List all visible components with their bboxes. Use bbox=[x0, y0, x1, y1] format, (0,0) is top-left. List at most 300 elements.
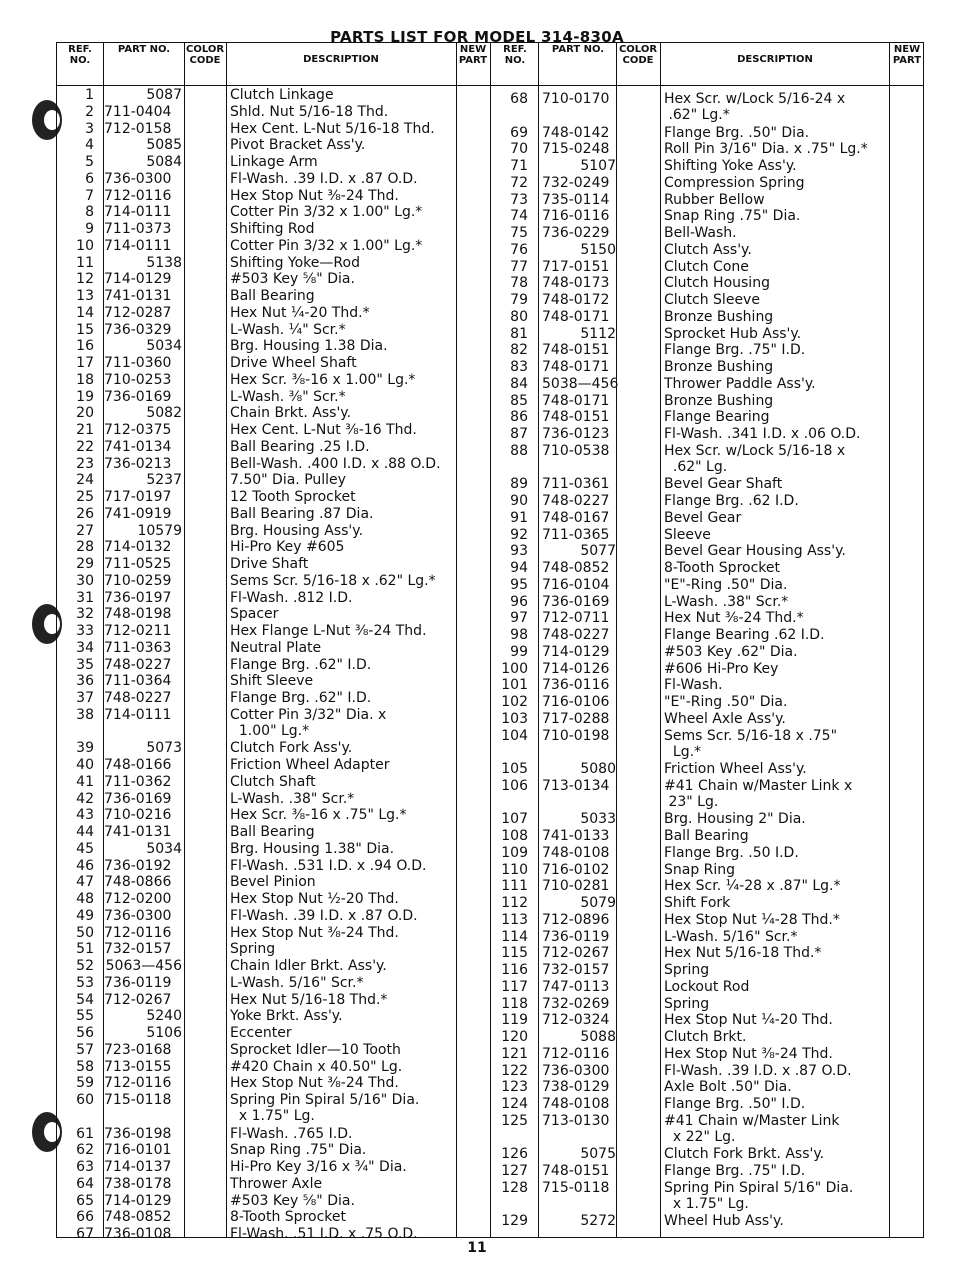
part-description: #503 Key ⅝" Dia. bbox=[230, 1192, 355, 1209]
part-number: 736-0300 bbox=[104, 170, 172, 187]
part-number: 736-0108 bbox=[104, 1226, 172, 1242]
part-number: 5107 bbox=[580, 158, 616, 174]
part-description: Roll Pin 3/16" Dia. x .75" Lg.* bbox=[664, 141, 868, 158]
ref-number: 9 bbox=[85, 221, 94, 237]
part-number: 5063—456 bbox=[105, 958, 182, 974]
part-description: 8-Tooth Sprocket bbox=[664, 560, 780, 576]
ref-number: 15 bbox=[76, 321, 94, 338]
part-number: 717-0151 bbox=[542, 258, 610, 275]
ref-number: 125 bbox=[501, 1112, 528, 1129]
part-description: Fl-Wash. .531 I.D. x .94 O.D. bbox=[230, 857, 427, 874]
ref-number: 67 bbox=[76, 1226, 94, 1242]
ref-number: 1 bbox=[85, 87, 94, 103]
ref-number: 113 bbox=[501, 911, 528, 928]
part-description: Ball Bearing .87 Dia. bbox=[230, 505, 374, 522]
part-number: 748-0151 bbox=[542, 409, 610, 426]
part-description: Brg. Housing 2" Dia. bbox=[664, 811, 806, 828]
part-number: 748-0108 bbox=[542, 1096, 610, 1112]
ref-number: 103 bbox=[501, 710, 528, 727]
part-number: 10579 bbox=[137, 522, 182, 539]
part-description: Ball Bearing bbox=[230, 824, 315, 840]
part-number: 711-0373 bbox=[104, 221, 172, 237]
ref-number: 90 bbox=[510, 493, 528, 509]
part-number: 710-0170 bbox=[542, 91, 610, 107]
ref-number: 10 bbox=[76, 237, 94, 254]
part-number: 748-0198 bbox=[104, 606, 172, 623]
part-number: 5080 bbox=[580, 761, 616, 777]
part-number: 713-0130 bbox=[542, 1112, 610, 1129]
part-number: 710-0253 bbox=[104, 371, 172, 388]
ref-number: 14 bbox=[76, 304, 94, 321]
part-description: Bronze Bushing bbox=[664, 392, 774, 409]
ref-number: 6 bbox=[85, 170, 94, 187]
part-description: Hex Nut ¼-20 Thd.* bbox=[230, 304, 370, 321]
part-number: 710-0198 bbox=[542, 727, 610, 744]
ref-number: 88 bbox=[510, 442, 528, 459]
ref-number: 29 bbox=[76, 556, 94, 572]
part-description: 12 Tooth Sprocket bbox=[230, 489, 356, 505]
part-description: Bevel Gear Housing Ass'y. bbox=[664, 543, 846, 560]
part-number: 736-0119 bbox=[104, 974, 172, 991]
part-number: 711-0365 bbox=[542, 526, 610, 543]
ref-number: 127 bbox=[501, 1163, 528, 1179]
part-number: 5272 bbox=[580, 1213, 616, 1230]
part-description: Bevel Pinion bbox=[230, 874, 316, 891]
ref-number: 11 bbox=[76, 254, 94, 271]
part-description: Hex Scr. w/Lock 5/16-24 x .62" Lg.* bbox=[664, 91, 846, 123]
header-color: COLOR CODE bbox=[618, 44, 658, 66]
part-description: Hex Stop Nut ¼-28 Thd.* bbox=[664, 911, 840, 928]
part-number: 748-0852 bbox=[542, 560, 610, 576]
ref-number: 115 bbox=[501, 945, 528, 962]
part-description: Flange Bearing .62 I.D. bbox=[664, 627, 825, 643]
column-divider bbox=[616, 42, 617, 1238]
ref-number: 82 bbox=[510, 342, 528, 359]
part-number: 714-0129 bbox=[104, 1192, 172, 1209]
ref-number: 44 bbox=[76, 824, 94, 840]
ref-number: 37 bbox=[76, 690, 94, 706]
part-description: Bronze Bushing bbox=[664, 308, 774, 325]
part-description: Hex Stop Nut ½-20 Thd. bbox=[230, 891, 399, 907]
part-description: Compression Spring bbox=[664, 174, 805, 191]
part-description: Flange Bearing bbox=[664, 409, 770, 426]
part-description: Bell-Wash. bbox=[664, 225, 737, 241]
part-description: Ball Bearing bbox=[664, 828, 749, 844]
page-title: PARTS LIST FOR MODEL 314-830A bbox=[330, 28, 624, 46]
part-number: 5034 bbox=[146, 840, 182, 857]
part-description: Cotter Pin 3/32" Dia. x 1.00" Lg.* bbox=[230, 706, 387, 739]
part-number: 741-0131 bbox=[104, 288, 172, 304]
part-number: 723-0168 bbox=[104, 1041, 172, 1058]
part-number: 711-0525 bbox=[104, 556, 172, 572]
part-description: Fl-Wash. .765 I.D. bbox=[230, 1125, 353, 1142]
ref-number: 20 bbox=[76, 405, 94, 422]
ref-number: 94 bbox=[510, 560, 528, 576]
part-description: Hex Stop Nut ⅜-24 Thd. bbox=[230, 924, 399, 941]
part-description: Flange Brg. .75" I.D. bbox=[664, 342, 806, 359]
part-description: Clutch Shaft bbox=[230, 773, 316, 790]
part-description: Brg. Housing 1.38" Dia. bbox=[230, 840, 395, 857]
part-number: 711-0361 bbox=[542, 476, 610, 493]
part-description: Bell-Wash. .400 I.D. x .88 O.D. bbox=[230, 455, 441, 472]
ref-number: 71 bbox=[510, 158, 528, 174]
part-number: 741-0919 bbox=[104, 505, 172, 522]
part-number: 735-0114 bbox=[542, 191, 610, 208]
ref-number: 109 bbox=[501, 844, 528, 861]
part-number: 748-0171 bbox=[542, 308, 610, 325]
part-number: 5085 bbox=[146, 137, 182, 154]
ref-number: 86 bbox=[510, 409, 528, 426]
ref-number: 124 bbox=[501, 1096, 528, 1112]
part-number: 732-0157 bbox=[104, 941, 172, 958]
part-number: 5034 bbox=[146, 338, 182, 355]
header-part: PART NO. bbox=[551, 44, 605, 55]
part-description: Spacer bbox=[230, 606, 279, 623]
part-number: 736-0229 bbox=[542, 225, 610, 241]
ref-number: 40 bbox=[76, 757, 94, 773]
ref-number: 70 bbox=[510, 141, 528, 158]
ref-number: 123 bbox=[501, 1079, 528, 1096]
part-description: #503 Key ⅝" Dia. bbox=[230, 271, 355, 288]
column-divider bbox=[660, 42, 661, 1238]
part-description: Spring bbox=[664, 995, 710, 1012]
ref-number: 78 bbox=[510, 275, 528, 292]
part-number: 712-0267 bbox=[542, 945, 610, 962]
ref-number: 66 bbox=[76, 1209, 94, 1226]
part-description: Spring Pin Spiral 5/16" Dia. x 1.75" Lg. bbox=[664, 1179, 854, 1212]
part-description: Cotter Pin 3/32 x 1.00" Lg.* bbox=[230, 237, 423, 254]
part-number: 5082 bbox=[146, 405, 182, 422]
part-description: Sems Scr. 5/16-18 x .62" Lg.* bbox=[230, 572, 436, 589]
part-description: #503 Key .62" Dia. bbox=[664, 643, 798, 660]
part-number: 748-0852 bbox=[104, 1209, 172, 1226]
ref-number: 120 bbox=[501, 1029, 528, 1045]
part-description: Hex Scr. ¼-28 x .87" Lg.* bbox=[664, 878, 841, 895]
part-description: Clutch Cone bbox=[664, 258, 749, 275]
part-description: Shifting Yoke—Rod bbox=[230, 254, 360, 271]
ref-number: 51 bbox=[76, 941, 94, 958]
part-description: #41 Chain w/Master Link x 23" Lg. bbox=[664, 777, 853, 810]
part-number: 5087 bbox=[146, 87, 182, 103]
part-number: 748-0227 bbox=[104, 656, 172, 673]
part-number: 713-0155 bbox=[104, 1058, 172, 1075]
part-description: 7.50" Dia. Pulley bbox=[230, 472, 346, 489]
ref-number: 116 bbox=[501, 962, 528, 978]
part-number: 714-0129 bbox=[542, 643, 610, 660]
part-description: Hex Flange L-Nut ⅜-24 Thd. bbox=[230, 623, 427, 639]
header-part: PART NO. bbox=[117, 44, 171, 55]
column-divider bbox=[889, 42, 890, 1238]
ref-number: 32 bbox=[76, 606, 94, 623]
part-number: 736-0329 bbox=[104, 321, 172, 338]
ref-number: 110 bbox=[501, 861, 528, 878]
part-description: Thrower Axle bbox=[230, 1175, 323, 1192]
part-number: 748-0142 bbox=[542, 124, 610, 141]
ref-number: 28 bbox=[76, 539, 94, 556]
part-description: Clutch Linkage bbox=[230, 87, 334, 103]
part-description: Axle Bolt .50" Dia. bbox=[664, 1079, 792, 1096]
ref-number: 105 bbox=[501, 761, 528, 777]
part-number: 748-0171 bbox=[542, 359, 610, 375]
part-number: 748-0171 bbox=[542, 392, 610, 409]
part-number: 712-0116 bbox=[104, 187, 172, 204]
ref-number: 54 bbox=[76, 991, 94, 1008]
ref-number: 26 bbox=[76, 505, 94, 522]
part-number: 736-0116 bbox=[542, 677, 610, 694]
part-description: #606 Hi-Pro Key bbox=[664, 660, 779, 677]
ref-number: 34 bbox=[76, 639, 94, 656]
part-number: 5073 bbox=[146, 740, 182, 757]
ref-number: 58 bbox=[76, 1058, 94, 1075]
part-number: 736-0169 bbox=[104, 790, 172, 807]
part-number: 738-0129 bbox=[542, 1079, 610, 1096]
column-divider bbox=[226, 42, 227, 1238]
part-description: Friction Wheel Adapter bbox=[230, 757, 390, 773]
part-number: 710-0281 bbox=[542, 878, 610, 895]
part-number: 736-0123 bbox=[542, 426, 610, 442]
ref-number: 98 bbox=[510, 627, 528, 643]
part-description: Hex Scr. w/Lock 5/16-18 x .62" Lg. bbox=[664, 442, 846, 475]
part-description: #420 Chain x 40.50" Lg. bbox=[230, 1058, 403, 1075]
ref-number: 68 bbox=[510, 91, 528, 107]
ref-number: 87 bbox=[510, 426, 528, 442]
part-description: Flange Brg. .50 I.D. bbox=[664, 844, 799, 861]
part-number: 5112 bbox=[580, 325, 616, 342]
header-new: NEW PART bbox=[458, 44, 488, 66]
part-number: 711-0360 bbox=[104, 355, 172, 371]
ref-number: 69 bbox=[510, 124, 528, 141]
ref-number: 97 bbox=[510, 610, 528, 627]
part-description: Brg. Housing 1.38 Dia. bbox=[230, 338, 388, 355]
part-description: Snap Ring .75" Dia. bbox=[230, 1142, 367, 1159]
ref-number: 22 bbox=[76, 438, 94, 455]
ref-number: 77 bbox=[510, 258, 528, 275]
part-number: 732-0157 bbox=[542, 962, 610, 978]
part-description: Bevel Gear bbox=[664, 509, 742, 526]
part-description: Thrower Paddle Ass'y. bbox=[664, 375, 816, 392]
ref-number: 108 bbox=[501, 828, 528, 844]
part-number: 738-0178 bbox=[104, 1175, 172, 1192]
ref-number: 17 bbox=[76, 355, 94, 371]
part-description: Hex Nut ⅜-24 Thd.* bbox=[664, 610, 804, 627]
ref-number: 114 bbox=[501, 928, 528, 945]
part-number: 5075 bbox=[580, 1146, 616, 1163]
part-number: 747-0113 bbox=[542, 978, 610, 995]
ref-number: 102 bbox=[501, 694, 528, 710]
part-number: 5033 bbox=[580, 811, 616, 828]
part-description: Spring bbox=[230, 941, 276, 958]
part-description: Bevel Gear Shaft bbox=[664, 476, 783, 493]
column-divider bbox=[490, 42, 491, 1238]
ref-number: 74 bbox=[510, 208, 528, 225]
part-number: 736-0169 bbox=[104, 388, 172, 405]
ref-number: 107 bbox=[501, 811, 528, 828]
part-number: 748-0227 bbox=[542, 493, 610, 509]
part-number: 713-0134 bbox=[542, 777, 610, 794]
ref-number: 27 bbox=[76, 522, 94, 539]
part-description: Spring Pin Spiral 5/16" Dia. x 1.75" Lg. bbox=[230, 1092, 420, 1124]
part-number: 748-0866 bbox=[104, 874, 172, 891]
ref-number: 121 bbox=[501, 1045, 528, 1062]
part-number: 716-0101 bbox=[104, 1142, 172, 1159]
part-description: Flange Brg. .62 I.D. bbox=[664, 493, 799, 509]
ref-number: 117 bbox=[501, 978, 528, 995]
ref-number: 112 bbox=[501, 895, 528, 911]
ref-number: 126 bbox=[501, 1146, 528, 1163]
part-description: Fl-Wash. .812 I.D. bbox=[230, 589, 353, 606]
ref-number: 83 bbox=[510, 359, 528, 375]
part-description: Linkage Arm bbox=[230, 154, 318, 170]
ref-number: 89 bbox=[510, 476, 528, 493]
part-description: Wheel Hub Ass'y. bbox=[664, 1213, 784, 1230]
part-number: 712-0200 bbox=[104, 891, 172, 907]
ref-number: 43 bbox=[76, 807, 94, 824]
ref-number: 99 bbox=[510, 643, 528, 660]
part-number: 741-0131 bbox=[104, 824, 172, 840]
part-number: 714-0126 bbox=[542, 660, 610, 677]
part-description: Hex Cent. L-Nut ⅜-16 Thd. bbox=[230, 422, 417, 438]
part-number: 715-0248 bbox=[542, 141, 610, 158]
part-description: L-Wash. 5/16" Scr.* bbox=[664, 928, 798, 945]
ref-number: 101 bbox=[501, 677, 528, 694]
ref-number: 13 bbox=[76, 288, 94, 304]
part-description: Snap Ring bbox=[664, 861, 736, 878]
part-description: Hex Stop Nut ⅜-24 Thd. bbox=[230, 1075, 399, 1092]
ref-number: 41 bbox=[76, 773, 94, 790]
part-number: 736-0169 bbox=[542, 593, 610, 610]
part-description: Lockout Rod bbox=[664, 978, 750, 995]
ref-number: 18 bbox=[76, 371, 94, 388]
part-description: Hi-Pro Key #605 bbox=[230, 539, 345, 556]
part-number: 717-0288 bbox=[542, 710, 610, 727]
part-description: L-Wash. ¼" Scr.* bbox=[230, 321, 346, 338]
part-description: "E"-Ring .50" Dia. bbox=[664, 694, 788, 710]
part-description: Flange Brg. .50" Dia. bbox=[664, 124, 810, 141]
part-description: Bronze Bushing bbox=[664, 359, 774, 375]
part-description: Chain Idler Brkt. Ass'y. bbox=[230, 958, 387, 974]
ref-number: 91 bbox=[510, 509, 528, 526]
part-description: Hex Nut 5/16-18 Thd.* bbox=[230, 991, 388, 1008]
part-number: 714-0129 bbox=[104, 271, 172, 288]
ref-number: 23 bbox=[76, 455, 94, 472]
part-description: Cotter Pin 3/32 x 1.00" Lg.* bbox=[230, 204, 423, 221]
part-description: Shift Fork bbox=[664, 895, 731, 911]
part-number: 736-0300 bbox=[104, 907, 172, 924]
column-divider bbox=[456, 42, 457, 1238]
part-number: 712-0267 bbox=[104, 991, 172, 1008]
ref-number: 24 bbox=[76, 472, 94, 489]
part-description: Flange Brg. .62" I.D. bbox=[230, 690, 372, 706]
part-description: Drive Wheel Shaft bbox=[230, 355, 357, 371]
part-description: L-Wash. ⅜" Scr.* bbox=[230, 388, 346, 405]
column-divider bbox=[538, 42, 539, 1238]
column-divider bbox=[184, 42, 185, 1238]
ref-number: 3 bbox=[85, 120, 94, 137]
part-description: Flange Brg. .50" I.D. bbox=[664, 1096, 806, 1112]
ref-number: 35 bbox=[76, 656, 94, 673]
ref-number: 45 bbox=[76, 840, 94, 857]
part-description: Shift Sleeve bbox=[230, 673, 314, 690]
header-description: DESCRIPTION bbox=[737, 54, 813, 65]
part-number: 714-0111 bbox=[104, 204, 172, 221]
ref-number: 12 bbox=[76, 271, 94, 288]
ref-number: 38 bbox=[76, 706, 94, 723]
part-number: 741-0134 bbox=[104, 438, 172, 455]
part-description: Flange Brg. .62" I.D. bbox=[230, 656, 372, 673]
part-description: Hi-Pro Key 3/16 x ¾" Dia. bbox=[230, 1159, 407, 1175]
ref-number: 62 bbox=[76, 1142, 94, 1159]
part-number: 741-0133 bbox=[542, 828, 610, 844]
part-description: L-Wash. 5/16" Scr.* bbox=[230, 974, 364, 991]
part-description: Clutch Housing bbox=[664, 275, 770, 292]
part-number: 748-0227 bbox=[104, 690, 172, 706]
ref-number: 7 bbox=[85, 187, 94, 204]
ref-number: 100 bbox=[501, 660, 528, 677]
part-number: 712-0116 bbox=[104, 1075, 172, 1092]
ref-number: 47 bbox=[76, 874, 94, 891]
ref-number: 57 bbox=[76, 1041, 94, 1058]
part-description: Chain Brkt. Ass'y. bbox=[230, 405, 352, 422]
part-number: 712-0116 bbox=[104, 924, 172, 941]
part-description: Fl-Wash. .51 I.D. x .75 O.D. bbox=[230, 1226, 418, 1242]
part-number: 736-0300 bbox=[542, 1062, 610, 1079]
part-description: Shifting Yoke Ass'y. bbox=[664, 158, 797, 174]
part-number: 5077 bbox=[580, 543, 616, 560]
ref-number: 80 bbox=[510, 308, 528, 325]
part-number: 711-0364 bbox=[104, 673, 172, 690]
part-description: Pivot Bracket Ass'y. bbox=[230, 137, 366, 154]
ref-number: 33 bbox=[76, 623, 94, 639]
part-number: 5138 bbox=[146, 254, 182, 271]
part-description: Ball Bearing .25 I.D. bbox=[230, 438, 370, 455]
ref-number: 48 bbox=[76, 891, 94, 907]
ref-number: 2 bbox=[85, 103, 94, 120]
ref-number: 49 bbox=[76, 907, 94, 924]
ref-number: 19 bbox=[76, 388, 94, 405]
ref-number: 59 bbox=[76, 1075, 94, 1092]
part-number: 748-0151 bbox=[542, 1163, 610, 1179]
ref-number: 73 bbox=[510, 191, 528, 208]
part-number: 5088 bbox=[580, 1029, 616, 1045]
part-description: Hex Scr. ⅜-16 x .75" Lg.* bbox=[230, 807, 407, 824]
part-description: Shld. Nut 5/16-18 Thd. bbox=[230, 103, 389, 120]
part-number: 712-0116 bbox=[542, 1045, 610, 1062]
ref-number: 81 bbox=[510, 325, 528, 342]
part-number: 712-0896 bbox=[542, 911, 610, 928]
part-number: 5150 bbox=[580, 241, 616, 258]
part-number: 711-0362 bbox=[104, 773, 172, 790]
part-description: Wheel Axle Ass'y. bbox=[664, 710, 786, 727]
ref-number: 30 bbox=[76, 572, 94, 589]
ref-number: 93 bbox=[510, 543, 528, 560]
header-ref: REF. NO. bbox=[503, 44, 527, 66]
part-description: Neutral Plate bbox=[230, 639, 322, 656]
part-description: Sems Scr. 5/16-18 x .75" Lg.* bbox=[664, 727, 838, 760]
part-number: 736-0197 bbox=[104, 589, 172, 606]
ref-number: 39 bbox=[76, 740, 94, 757]
ref-number: 129 bbox=[501, 1213, 528, 1230]
part-number: 732-0269 bbox=[542, 995, 610, 1012]
part-number: 714-0111 bbox=[104, 706, 172, 723]
part-number: 748-0167 bbox=[542, 509, 610, 526]
part-description: Sleeve bbox=[664, 526, 711, 543]
part-number: 5038—456 bbox=[542, 375, 619, 392]
part-description: Fl-Wash. .39 I.D. x .87 O.D. bbox=[664, 1062, 852, 1079]
header-ref: REF. NO. bbox=[68, 44, 92, 66]
part-description: Hex Cent. L-Nut 5/16-18 Thd. bbox=[230, 120, 435, 137]
part-description: Hex Stop Nut ¼-20 Thd. bbox=[664, 1012, 833, 1029]
part-description: Shifting Rod bbox=[230, 221, 315, 237]
